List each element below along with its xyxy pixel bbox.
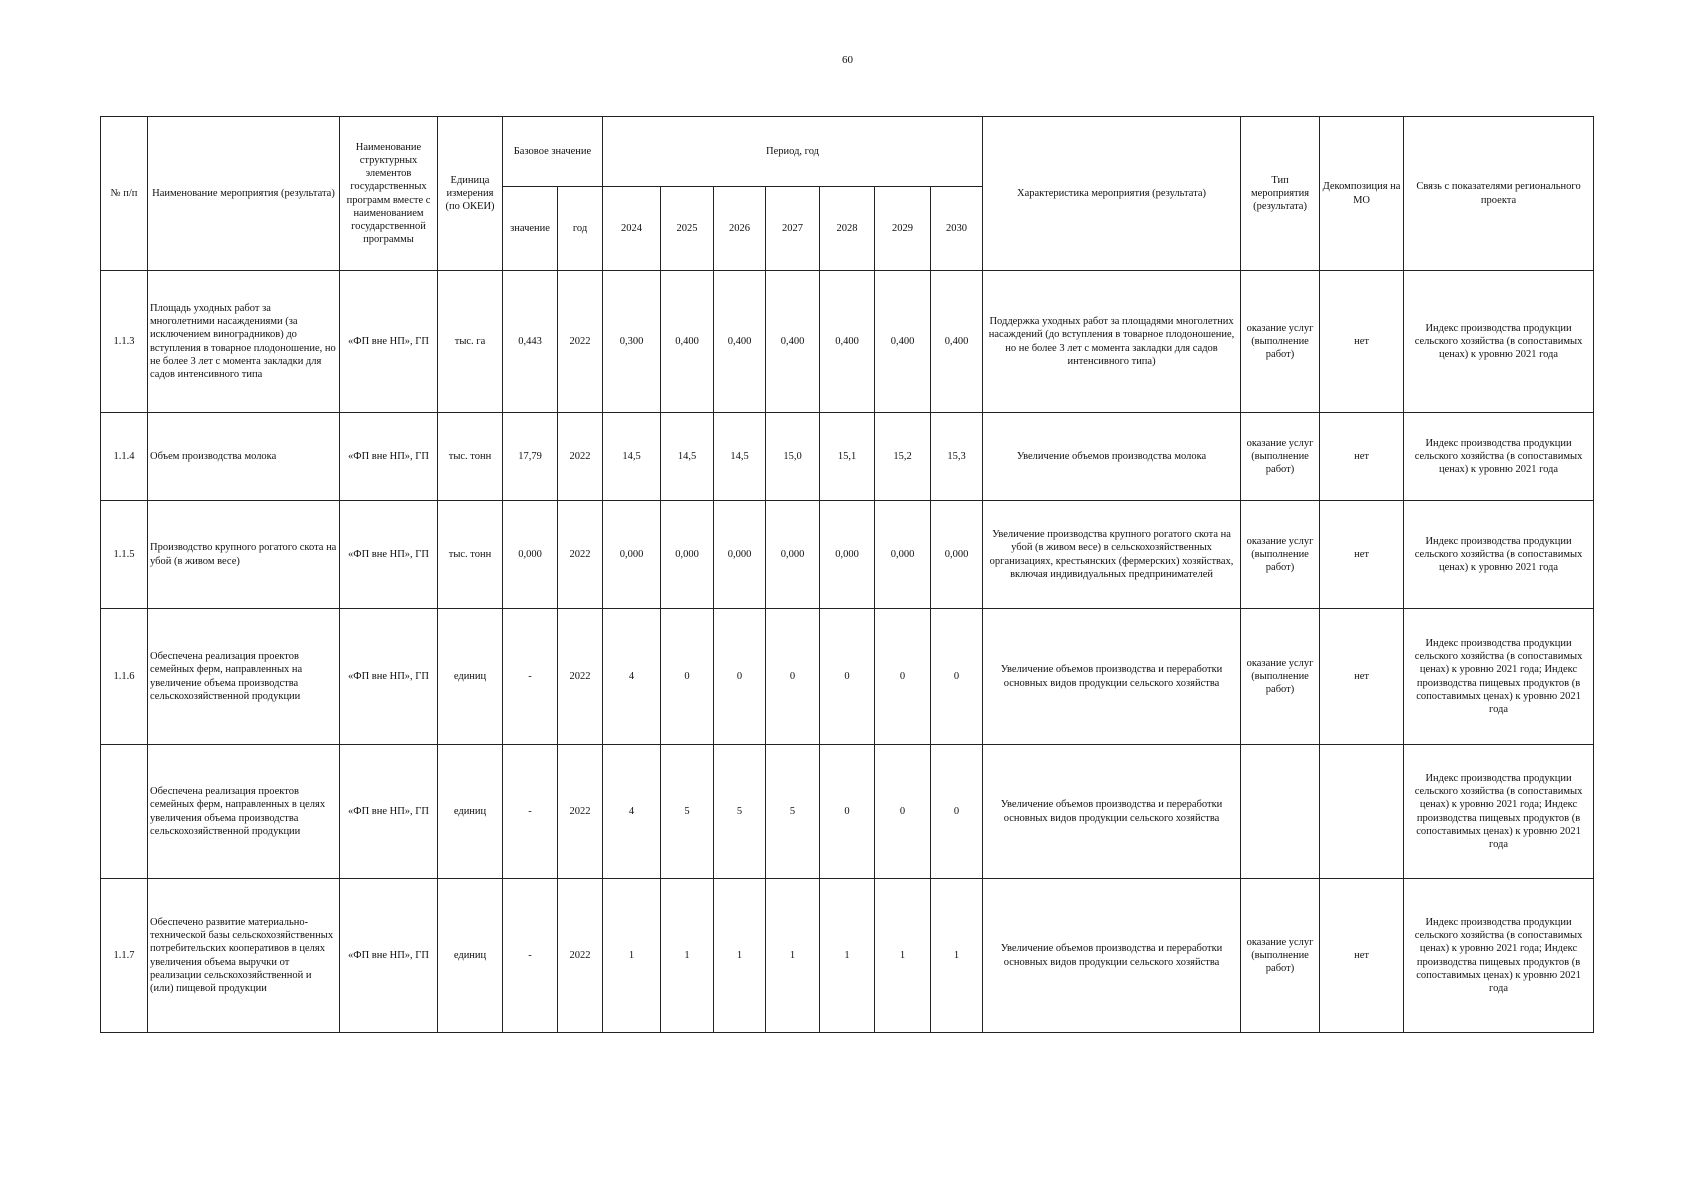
table-row [101,271,1594,413]
row-value-2026: 0,000 [714,501,766,609]
row-base-year: 2022 [558,271,603,413]
row-name: Производство крупного рогатого скота на убой (в живом весе) [148,501,340,609]
row-program: «ФП вне НП», ГП [340,879,438,1033]
row-value-2024: 0,000 [603,501,661,609]
table-row [101,879,1594,1033]
row-decomposition: нет [1320,501,1404,609]
header-year: 2024 [603,187,661,271]
row-value-2028: 0,000 [820,501,875,609]
header-year: 2029 [875,187,931,271]
row-decomposition: нет [1320,609,1404,745]
row-link: Индекс производства продукции сельского хозяйства (в сопоставимых ценах) к уровню 2021 года; Индекс производства пищевых продуктов (в сопоставимых ценах) к уровню 2021 года [1404,609,1594,745]
row-type: оказание услуг (выполнение работ) [1241,879,1320,1033]
header-base-year: год [558,187,603,271]
header-row [101,117,1594,187]
row-type [1241,745,1320,879]
row-unit: тыс. тонн [438,413,503,501]
row-value-2026: 0,400 [714,271,766,413]
row-name: Площадь уходных работ за многолетними насаждениями (за исключением виноградников) до вступления в товарное плодоношение, но не более 3 лет с момента закладки для садов интенсивного типа [148,271,340,413]
row-characteristic: Увеличение объемов производства и переработки основных видов продукции сельского хозяйства [983,879,1241,1033]
header-year: 2027 [766,187,820,271]
row-value-2026: 1 [714,879,766,1033]
row-value-2024: 1 [603,879,661,1033]
row-value-2028: 0 [820,745,875,879]
row-value-2024: 4 [603,745,661,879]
row-base-year: 2022 [558,413,603,501]
row-base-value: - [503,879,558,1033]
row-value-2027: 0,000 [766,501,820,609]
row-base-value: - [503,745,558,879]
row-value-2029: 0,000 [875,501,931,609]
row-value-2025: 14,5 [661,413,714,501]
activities-table [100,116,1594,1033]
row-name: Обеспечена реализация проектов семейных ферм, направленных на увеличение объема производства сельскохозяйственной продукции [148,609,340,745]
row-characteristic: Увеличение объемов производства молока [983,413,1241,501]
page-number: 60 [842,54,853,66]
row-base-year: 2022 [558,609,603,745]
row-value-2025: 5 [661,745,714,879]
header-type: Тип мероприятия (результата) [1241,117,1320,271]
row-value-2029: 0,400 [875,271,931,413]
row-decomposition: нет [1320,879,1404,1033]
row-name: Обеспечена реализация проектов семейных ферм, направленных в целях увеличения объема производства сельскохозяйственной продукции [148,745,340,879]
row-decomposition: нет [1320,271,1404,413]
row-unit: единиц [438,609,503,745]
header-num: № п/п [101,117,148,271]
row-type: оказание услуг (выполнение работ) [1241,501,1320,609]
row-value-2029: 0 [875,609,931,745]
row-characteristic: Увеличение объемов производства и переработки основных видов продукции сельского хозяйства [983,745,1241,879]
row-value-2030: 15,3 [931,413,983,501]
row-value-2029: 1 [875,879,931,1033]
row-num: 1.1.6 [101,609,148,745]
header-base: Базовое значение [503,117,603,187]
row-value-2028: 1 [820,879,875,1033]
row-value-2024: 4 [603,609,661,745]
row-value-2025: 1 [661,879,714,1033]
row-value-2026: 5 [714,745,766,879]
header-structural: Наименование структурных элементов государственных программ вместе с наименованием государственной программы [340,117,438,271]
header-period: Период, год [603,117,983,187]
row-value-2027: 0,400 [766,271,820,413]
row-value-2028: 15,1 [820,413,875,501]
row-value-2028: 0,400 [820,271,875,413]
header-decomposition: Декомпозиция на МО [1320,117,1404,271]
row-base-year: 2022 [558,745,603,879]
row-value-2024: 14,5 [603,413,661,501]
header-year: 2025 [661,187,714,271]
row-value-2030: 0,000 [931,501,983,609]
row-base-value: - [503,609,558,745]
row-program: «ФП вне НП», ГП [340,609,438,745]
row-value-2026: 14,5 [714,413,766,501]
row-base-value: 0,000 [503,501,558,609]
row-link: Индекс производства продукции сельского хозяйства (в сопоставимых ценах) к уровню 2021 года; Индекс производства пищевых продуктов (в сопоставимых ценах) к уровню 2021 года [1404,745,1594,879]
row-unit: единиц [438,745,503,879]
row-type: оказание услуг (выполнение работ) [1241,413,1320,501]
row-unit: единиц [438,879,503,1033]
row-value-2028: 0 [820,609,875,745]
row-value-2027: 0 [766,609,820,745]
header-year: 2026 [714,187,766,271]
row-num [101,745,148,879]
row-link: Индекс производства продукции сельского хозяйства (в сопоставимых ценах) к уровню 2021 года [1404,413,1594,501]
row-value-2029: 15,2 [875,413,931,501]
row-value-2025: 0,400 [661,271,714,413]
row-value-2027: 5 [766,745,820,879]
row-value-2024: 0,300 [603,271,661,413]
header-base-value: значение [503,187,558,271]
row-link: Индекс производства продукции сельского хозяйства (в сопоставимых ценах) к уровню 2021 года; Индекс производства пищевых продуктов (в сопоставимых ценах) к уровню 2021 года [1404,879,1594,1033]
row-characteristic: Поддержка уходных работ за площадями многолетних насаждений (до вступления в товарное плодоношение, но не более 3 лет с момента закладки для садов интенсивного типа) [983,271,1241,413]
row-decomposition [1320,745,1404,879]
header-name: Наименование мероприятия (результата) [148,117,340,271]
row-base-year: 2022 [558,501,603,609]
row-value-2030: 0,400 [931,271,983,413]
table-row [101,745,1594,879]
table-row [101,609,1594,745]
row-program: «ФП вне НП», ГП [340,413,438,501]
row-program: «ФП вне НП», ГП [340,501,438,609]
header-year: 2028 [820,187,875,271]
header-unit: Единица измерения (по ОКЕИ) [438,117,503,271]
row-base-value: 17,79 [503,413,558,501]
row-name: Обеспечено развитие материально-технической базы сельскохозяйственных потребительских кооперативов в целях увеличения объема выручки от реализации сельскохозяйственной и (или) пищевой продукции [148,879,340,1033]
row-value-2026: 0 [714,609,766,745]
row-num: 1.1.3 [101,271,148,413]
header-characteristic: Характеристика мероприятия (результата) [983,117,1241,271]
row-value-2029: 0 [875,745,931,879]
row-program: «ФП вне НП», ГП [340,271,438,413]
row-unit: тыс. тонн [438,501,503,609]
row-num: 1.1.7 [101,879,148,1033]
row-unit: тыс. га [438,271,503,413]
table-row [101,501,1594,609]
row-name: Объем производства молока [148,413,340,501]
row-link: Индекс производства продукции сельского хозяйства (в сопоставимых ценах) к уровню 2021 года [1404,501,1594,609]
row-value-2030: 1 [931,879,983,1033]
row-type: оказание услуг (выполнение работ) [1241,609,1320,745]
row-value-2027: 1 [766,879,820,1033]
row-link: Индекс производства продукции сельского хозяйства (в сопоставимых ценах) к уровню 2021 года [1404,271,1594,413]
row-base-year: 2022 [558,879,603,1033]
row-value-2025: 0,000 [661,501,714,609]
row-type: оказание услуг (выполнение работ) [1241,271,1320,413]
row-characteristic: Увеличение производства крупного рогатого скота на убой (в живом весе) в сельскохозяйственных организациях, крестьянских (фермерских) хозяйствах, включая индивидуальных предпринимателей [983,501,1241,609]
row-base-value: 0,443 [503,271,558,413]
row-value-2030: 0 [931,745,983,879]
header-year: 2030 [931,187,983,271]
row-characteristic: Увеличение объемов производства и переработки основных видов продукции сельского хозяйства [983,609,1241,745]
header-link: Связь с показателями регионального проекта [1404,117,1594,271]
table-row [101,413,1594,501]
row-num: 1.1.4 [101,413,148,501]
row-value-2025: 0 [661,609,714,745]
row-decomposition: нет [1320,413,1404,501]
row-program: «ФП вне НП», ГП [340,745,438,879]
row-num: 1.1.5 [101,501,148,609]
row-value-2030: 0 [931,609,983,745]
row-value-2027: 15,0 [766,413,820,501]
